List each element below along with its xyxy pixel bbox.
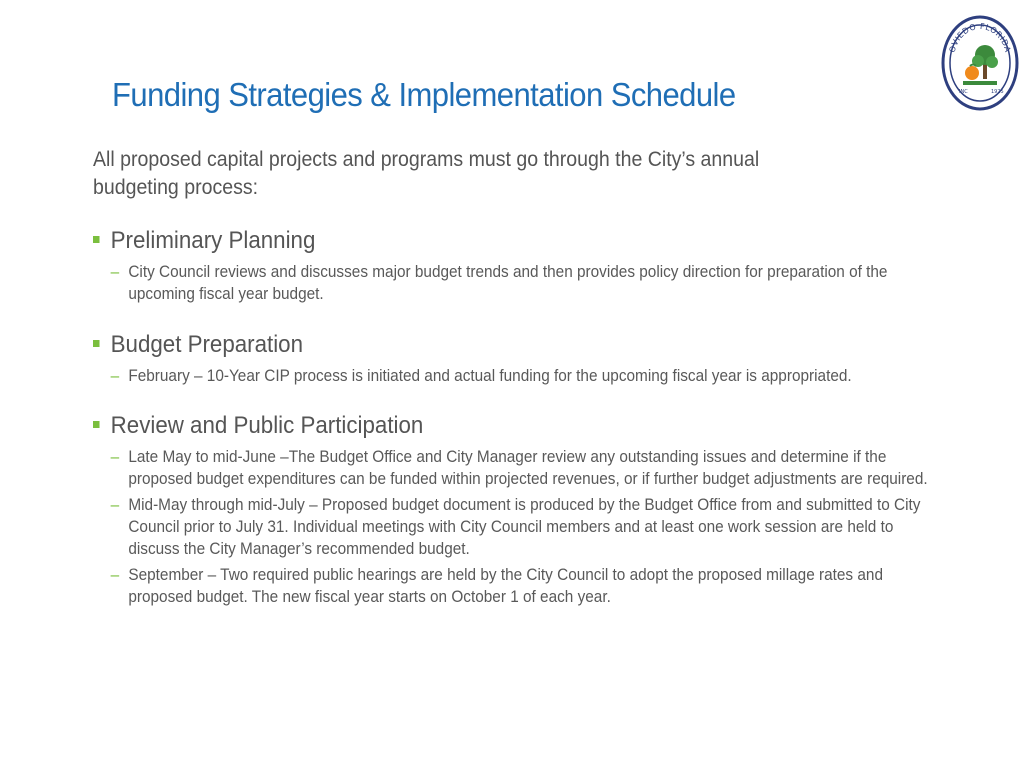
section-heading: Review and Public Participation	[110, 412, 424, 439]
dash-bullet-icon: –	[110, 448, 120, 466]
dash-bullet-icon: –	[110, 566, 120, 584]
section-review-public-participation	[93, 412, 928, 608]
dash-bullet-icon: –	[110, 496, 120, 514]
seal-right-text: 1925	[991, 89, 1004, 95]
slide-title: Funding Strategies & Implementation Schedule	[112, 76, 736, 113]
square-bullet-icon	[93, 340, 100, 347]
seal-left-text: INC	[959, 89, 968, 95]
intro-text: All proposed capital projects and programs must go through the City’s annual budgeting process:	[93, 148, 760, 199]
list-item-text: Late May to mid-June –The Budget Office and City Manager review any outstanding issues and determine if the proposed budget expenditures can be funded within projected revenues, or if further budget adjustments are required.	[128, 448, 928, 488]
section-budget-preparation	[93, 331, 923, 387]
square-bullet-icon	[93, 421, 100, 428]
list-item	[93, 365, 947, 387]
square-bullet-icon	[93, 236, 100, 243]
list-item	[93, 494, 947, 560]
list-item-text: City Council reviews and discusses major budget trends and then provides policy direction for preparation of the upcoming fiscal year budget.	[128, 263, 888, 303]
list-item	[93, 564, 947, 608]
list-item-text: Mid-May through mid-July – Proposed budget document is produced by the Budget Office from and submitted to City Council prior to July 31. Individual meetings with City Council members and at least one work session are held to discuss the City Manager’s recommended budget.	[128, 496, 921, 558]
list-item	[93, 446, 947, 490]
dash-bullet-icon: –	[110, 263, 120, 281]
list-item	[93, 261, 947, 305]
list-item-text: September – Two required public hearings are held by the City Council to adopt the proposed millage rates and proposed budget. The new fiscal year starts on October 1 of each year.	[128, 566, 883, 606]
city-seal-logo	[941, 15, 1019, 111]
seal-top-text: OVIEDO FLORIDA	[947, 21, 1013, 54]
section-heading: Budget Preparation	[110, 331, 304, 358]
dash-bullet-icon: –	[110, 367, 120, 385]
section-preliminary-planning	[93, 227, 923, 305]
list-item-text: February – 10-Year CIP process is initiated and actual funding for the upcoming fiscal year is appropriated.	[128, 367, 852, 385]
section-heading: Preliminary Planning	[110, 227, 316, 254]
